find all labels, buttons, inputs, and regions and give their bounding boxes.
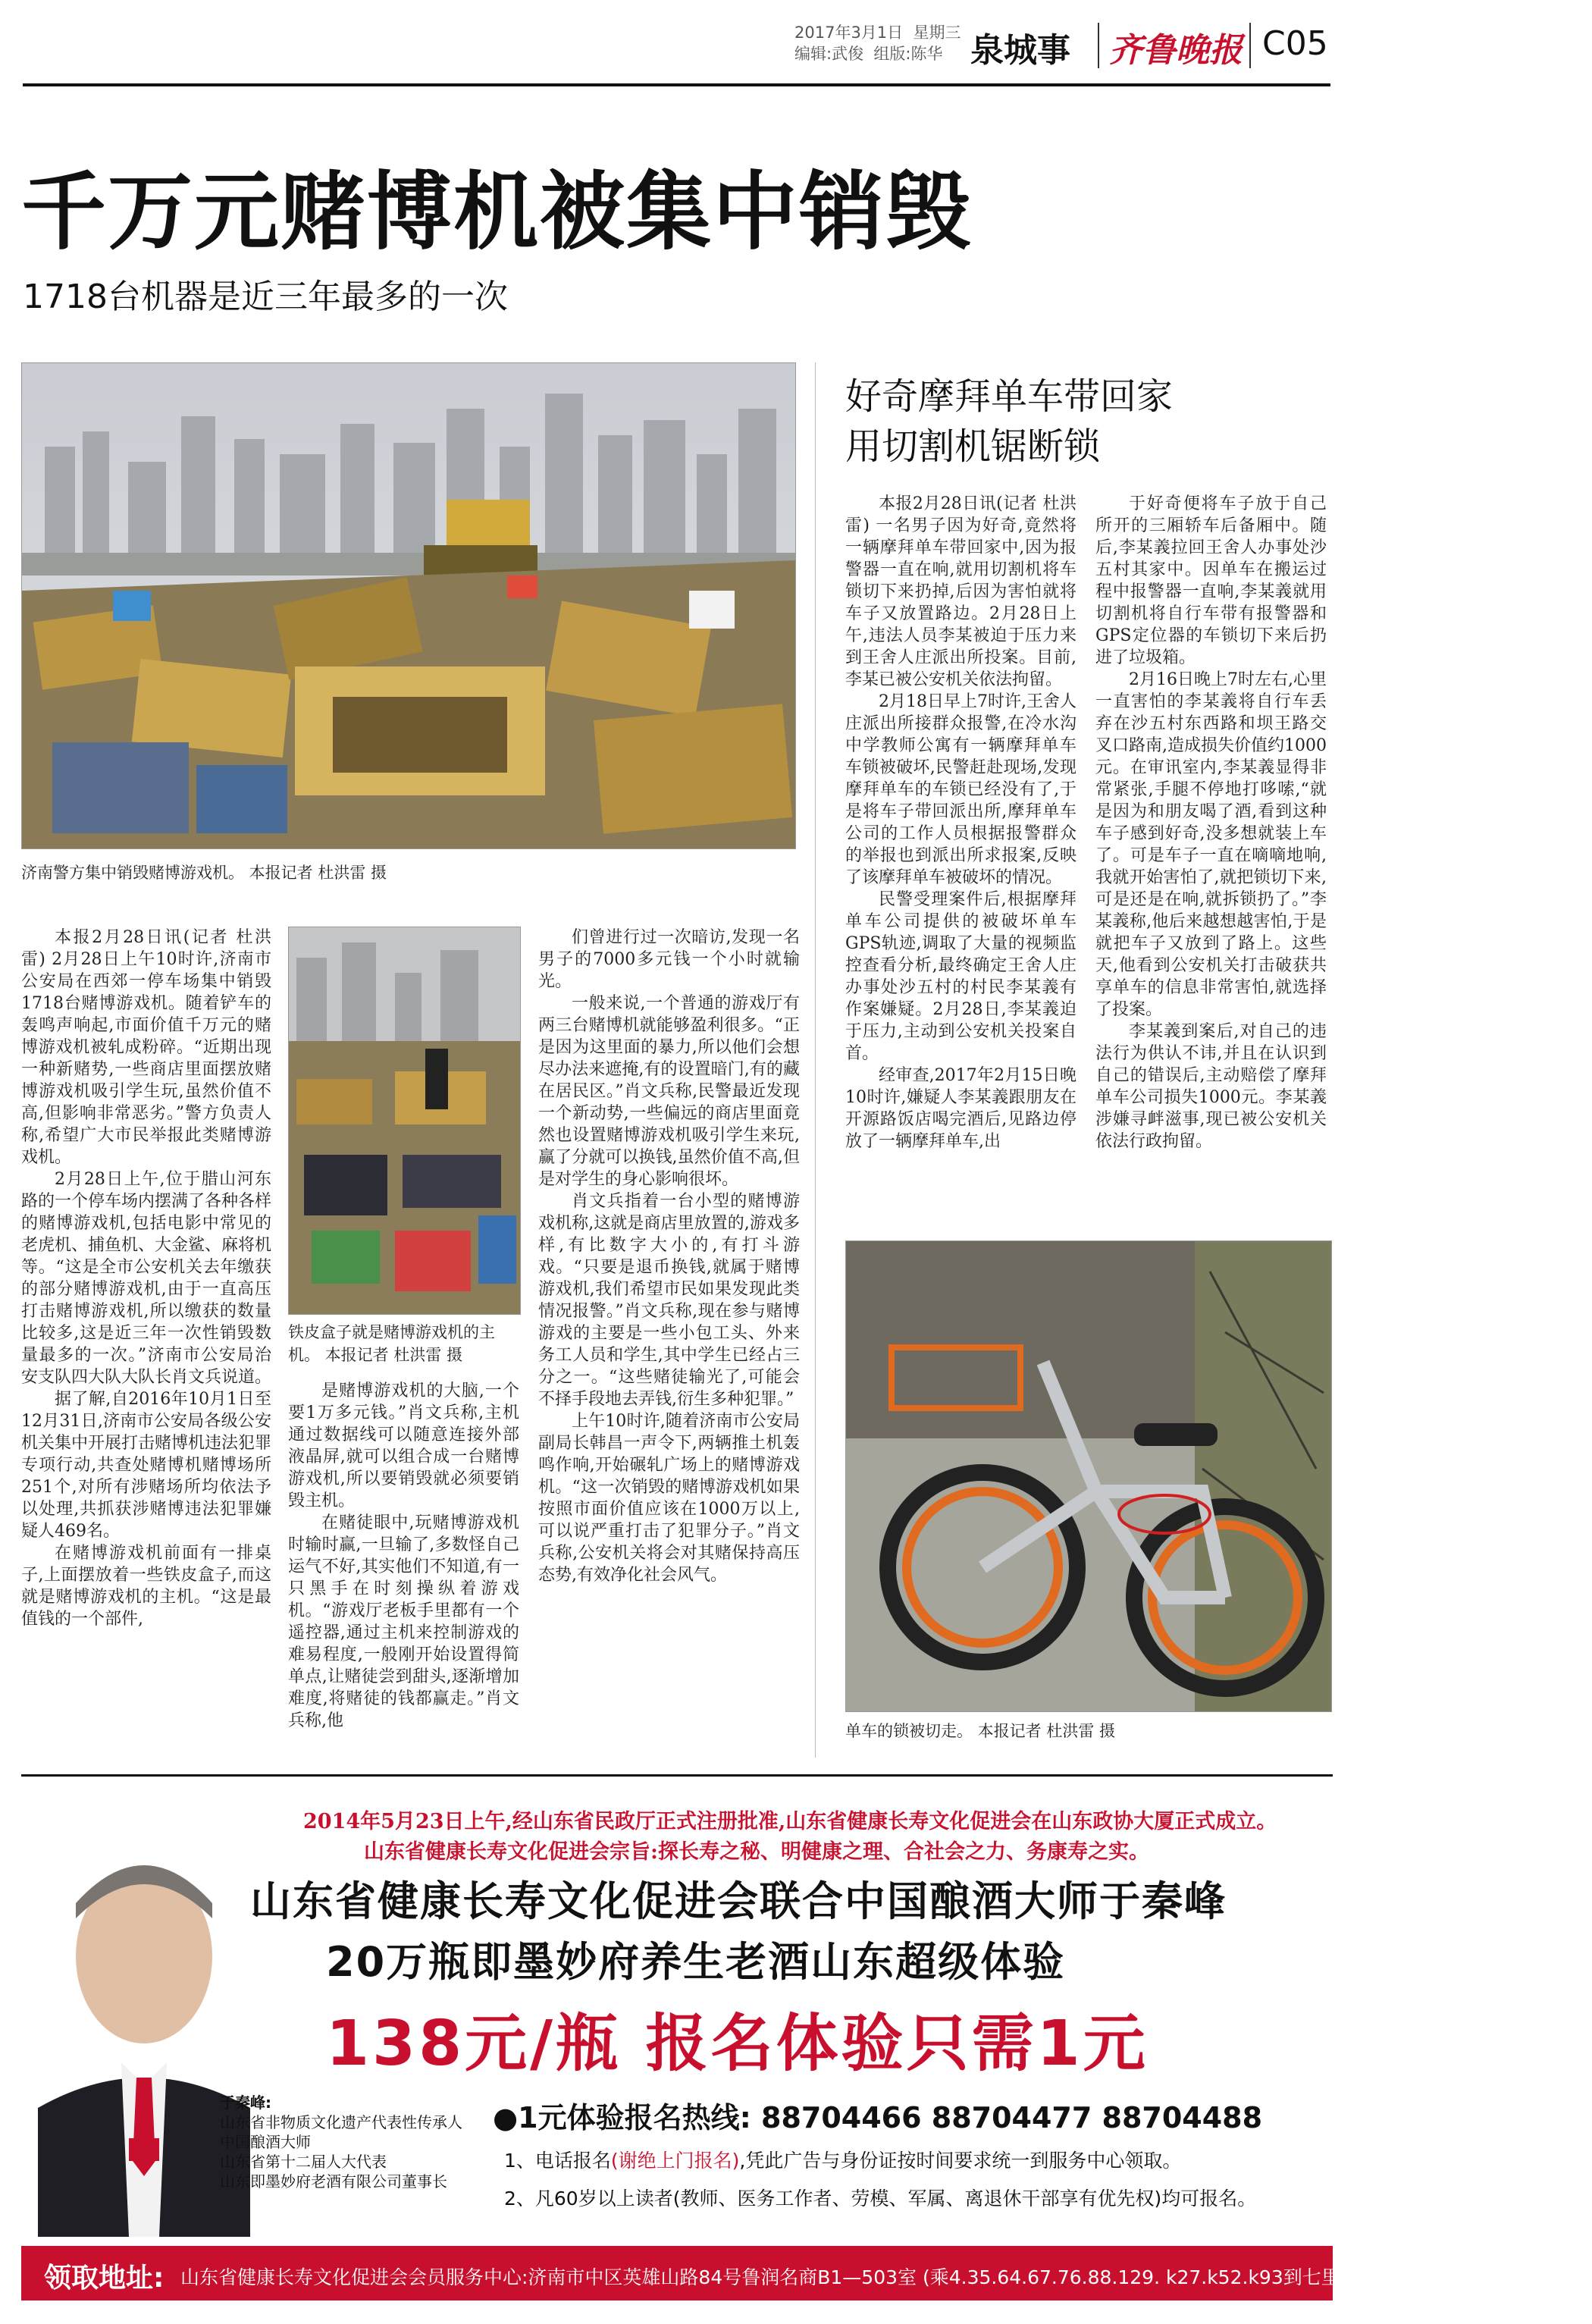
- side-story-column-1: [845, 493, 1076, 1225]
- photo-destruction-caption: 济南警方集中销毁赌博游戏机。 本报记者 杜洪雷 摄: [21, 864, 387, 882]
- ad-person-caption-text: [220, 2093, 462, 2191]
- ad-person-caption-line: 山东省第十二届人大代表: [220, 2153, 387, 2171]
- main-story-column-2: [288, 1380, 519, 1752]
- paragraph: 一般来说,一个普通的游戏厅有两三台赌博机就能够盈利很多。“正是因为这里面的暴力,所以他们会想尽办法来遮掩,有的设置暗门,有的藏在居民区。”肖文兵称,民警最近发现一个新动势,一些偏远的商店里面竟然也设置赌博游戏机吸引学生来玩,赢了分就可以换钱,虽然价值不高,但是对学生的身心影响很坏。: [538, 994, 800, 1189]
- main-story-text-2: [288, 1380, 519, 1732]
- paragraph: 民警受理案件后,根据摩拜单车公司提供的被破坏单车GPS轨迹,调取了大量的视频监控查看分析,最终确定王舍人庄办事处沙五村的村民李某義有作案嫌疑。2月28日,李某義迫于压力,主动到公安机关投案自首。: [845, 890, 1076, 1063]
- side-headline-line1: 好奇摩拜单车带回家: [845, 375, 1174, 418]
- side-story-column-2: [1095, 493, 1327, 1225]
- side-headline-line2: 用切割机锯断锁: [845, 425, 1101, 468]
- side-story-text-1: [845, 493, 1076, 1153]
- hotline-label: ●1元体验报名热线:: [493, 2101, 751, 2134]
- side-story-text-2: [1095, 493, 1327, 1153]
- header-divider: [1098, 23, 1099, 68]
- paragraph: 本报2月28日讯(记者 杜洪雷) 2月28日上午10时许,济南市公安局在西郊一停车场集中销毁1718台赌博游戏机。随着铲车的轰鸣声响起,市面价值千万元的赌博游戏机被轧成粉碎。“近期出现一种新赌势,一些商店里面摆放赌博游戏机吸引学生玩,虽然价值不高,但影响非常恶劣。”警方负责人称,希望广大市民举报此类赌博游戏机。: [21, 928, 271, 1167]
- ad-portrait-image: [30, 1835, 235, 2237]
- main-headline: 千万元赌博机被集中销毁: [21, 163, 972, 262]
- header-editors: 编辑:武俊 组版:陈华: [794, 45, 943, 63]
- header-divider: [1249, 23, 1251, 68]
- paragraph: 2月18日早上7时许,王舍人庄派出所接群众报警,在冷水沟中学教师公寓有一辆摩拜单车车锁被破坏,民警赶赴现场,发现摩拜单车的车锁已经没有了,于是将车子带回派出所,摩拜单车公司的工作人员根据报警群众的举报也到派出所求报案,反映了该摩拜单车被破坏的情况。: [845, 692, 1076, 887]
- ad-note-1: [504, 2146, 1181, 2173]
- paragraph: 李某義到案后,对自己的违法行为供认不讳,并且在认识到自己的错误后,主动赔偿了摩拜单车公司损失1000元。李某義涉嫌寻衅滋事,现已被公安机关依法行政拘留。: [1095, 1022, 1327, 1151]
- photo-gambling-hosts-image: [289, 927, 520, 1314]
- ad-note-2: 2、凡60岁以上读者(教师、医务工作者、劳模、军属、离退休干部享有优先权)均可报名。: [504, 2188, 1257, 2210]
- ad-top-rule: [21, 1774, 1333, 1777]
- photo-destruction-site: [21, 362, 796, 849]
- paragraph: 本报2月28日讯(记者 杜洪雷) 一名男子因为好奇,竟然将一辆摩拜单车带回家中,因为报警器一直在响,就用切割机将车锁切下来扔掉,后因为害怕就将车子又放置路边。2月28日上午,违法人员李某被迫于压力来到王舍人庄派出所投案。目前,李某已被公安机关依法拘留。: [845, 494, 1076, 689]
- paragraph: 是赌博游戏机的大脑,一个要1万多元钱。”肖文兵称,主机通过数据线可以随意连接外部液晶屏,就可以组合成一台赌博游戏机,所以要销毁就必须要销毁主机。: [288, 1382, 519, 1510]
- ad-person-caption-line: 中国酿酒大师: [220, 2133, 311, 2151]
- ad-note-1-suffix: ,凭此广告与身份证按时间要求统一到服务中心领取。: [739, 2150, 1182, 2172]
- paragraph: 上午10时许,随着济南市公安局副局长韩昌一声令下,两辆推土机轰鸣作响,开始碾轧广场上的赌博游戏机。“这一次销毁的赌博游戏机如果按照市面价值应该在1000万以上,可以说严重打击了犯罪分子。”肖文兵称,公安机关将会对其赌保持高压态势,有效净化社会风气。: [538, 1412, 800, 1585]
- main-story-column-3: [538, 927, 800, 1753]
- hotline-numbers: 88704466 88704477 88704488: [761, 2101, 1263, 2134]
- header-date: 2017年3月1日 星期三: [794, 24, 961, 42]
- newspaper-logo: 齐鲁晚报: [1109, 31, 1243, 70]
- photo-bike-image: [846, 1241, 1331, 1711]
- main-story-column-1: [21, 927, 271, 1753]
- ad-hotline: [493, 2094, 1262, 2136]
- ad-person-caption-line: 山东省非物质文化遗产代表性传承人: [220, 2113, 462, 2131]
- main-story-text-1: [21, 927, 271, 1630]
- ad-founding-line: 2014年5月23日上午,经山东省民政厅正式注册批准,山东省健康长寿文化促进会在山东政协大厦正式成立。: [303, 1810, 1277, 1833]
- ad-footer-address: 山东省健康长寿文化促进会会员服务中心:济南市中区英雄山路84号鲁润名商B1—503室 (乘4.35.64.67.76.88.129. k27.k52.k93到七里山南村站下车北行200米路东): [180, 2266, 1592, 2288]
- ad-note-1-highlight: (谢绝上门报名): [610, 2150, 740, 2172]
- ad-price: 138元/瓶 报名体验只需1元: [326, 2008, 1149, 2080]
- ad-footer-label: 领取地址:: [44, 2263, 165, 2294]
- photo-bike-caption: 单车的锁被切走。 本报记者 杜洪雷 摄: [845, 1722, 1116, 1740]
- ad-headline-1: 山东省健康长寿文化促进会联合中国酿酒大师于秦峰: [250, 1877, 1227, 1925]
- ad-person-caption-line: 山东即墨妙府老酒有限公司董事长: [220, 2172, 447, 2191]
- ad-person-caption: [220, 2093, 462, 2191]
- photo-gambling-hosts: [288, 927, 521, 1315]
- column-separator: [815, 362, 816, 1758]
- ad-person-caption-line: 于秦峰:: [220, 2093, 271, 2112]
- paragraph: 于好奇便将车子放于自己所开的三厢轿车后备厢中。随后,李某義拉回王舍人办事处沙五村其家中。因单车在搬运过程中报警器一直响,李某義就用切割机将自行车带有报警器和GPS定位器的车锁切下来后扔进了垃圾箱。: [1095, 494, 1327, 667]
- ad-footer-bar: [21, 2246, 1592, 2300]
- main-story-text-3: [538, 927, 800, 1586]
- page-number: C05: [1262, 24, 1328, 63]
- paragraph: 2月28日上午,位于腊山河东路的一个停车场内摆满了各种各样的赌博游戏机,包括电影中常见的老虎机、捕鱼机、大金鲨、麻将机等。“这是全市公安机关去年缴获的部分赌博游戏机,由于一直高压打击赌博游戏机,所以缴获的数量比较多,这是近三年一次性销毁数量最多的一次。”济南市公安局治安支队四大队大队长肖文兵说道。: [21, 1170, 272, 1387]
- ad-headline-2: 20万瓶即墨妙府养生老酒山东超级体验: [326, 1938, 1066, 1986]
- photo-bike: [845, 1240, 1332, 1712]
- photo-destruction-site-image: [22, 363, 795, 848]
- ad-mission-line: 山东省健康长寿文化促进会宗旨:探长寿之秘、明健康之理、合社会之力、务康寿之实。: [364, 1840, 1149, 1864]
- ad-portrait: [30, 1835, 235, 2237]
- paragraph: 肖文兵指着一台小型的赌博游戏机称,这就是商店里放置的,游戏多样,有比数字大小的,有打斗游戏。“只要是退币换钱,就属于赌博游戏机,我们希望市民如果发现此类情况报警。”肖文兵称,现在参与赌博游戏的主要是一些小包工头、外来务工人员和学生,其中学生已经占三分之一。“这些赌徒输光了,可能会不择手段地去弄钱,衍生多种犯罪。”: [538, 1192, 800, 1409]
- paragraph: 据了解,自2016年10月1日至12月31日,济南市公安局各级公安机关集中开展打击赌博机违法犯罪专项行动,共查处赌博机赌博场所251个,对所有涉赌场所均依法予以处理,共抓获涉赌博违法犯罪嫌疑人469名。: [21, 1390, 272, 1541]
- main-subheadline: 1718台机器是近三年最多的一次: [23, 278, 508, 316]
- photo-hosts-caption: 铁皮盒子就是赌博游戏机的主机。 本报记者 杜洪雷 摄: [288, 1323, 495, 1364]
- paragraph: 在赌博游戏机前面有一排桌子,上面摆放着一些铁皮盒子,而这就是赌博游戏机的主机。“这是最值钱的一个部件,: [21, 1544, 271, 1629]
- paragraph: 在赌徒眼中,玩赌博游戏机时输时赢,一旦输了,多数怪自己运气不好,其实他们不知道,有一只黑手在时刻操纵着游戏机。“游戏厅老板手里都有一个遥控器,通过主机来控制游戏的难易程度,一般刚开始设置得简单点,让赌徒尝到甜头,逐渐增加难度,将赌徒的钱都赢走。”肖文兵称,他: [288, 1513, 519, 1730]
- ad-note-1-prefix: 1、电话报名: [504, 2150, 611, 2172]
- paragraph: 们曾进行过一次暗访,发现一名男子的7000多元钱一个小时就输光。: [538, 928, 800, 991]
- paragraph: 经审查,2017年2月15日晚10时许,嫌疑人李某義跟朋友在开源路饭店喝完酒后,见路边停放了一辆摩拜单车,出: [845, 1066, 1076, 1151]
- section-name: 泉城事: [970, 31, 1070, 70]
- paragraph: 2月16日晚上7时左右,心里一直害怕的李某義将自行车丢弃在沙五村东西路和坝王路交叉口路南,造成损失价值约1000元。在审讯室内,李某義显得非常紧张,手腿不停地打哆嗦,“就是因为和朋友喝了酒,看到这种车子感到好奇,没多想就装上车了。可是车子一直在嘀嘀地响,我就开始害怕了,就把锁切下来,可是还是在响,就拆锁扔了。”李某義称,他后来越想越害怕,于是就把车子又放到了路上。这些天,他看到公安机关打击破获共享单车的信息非常害怕,就选择了投案。: [1095, 670, 1327, 1019]
- header-rule: [23, 83, 1330, 86]
